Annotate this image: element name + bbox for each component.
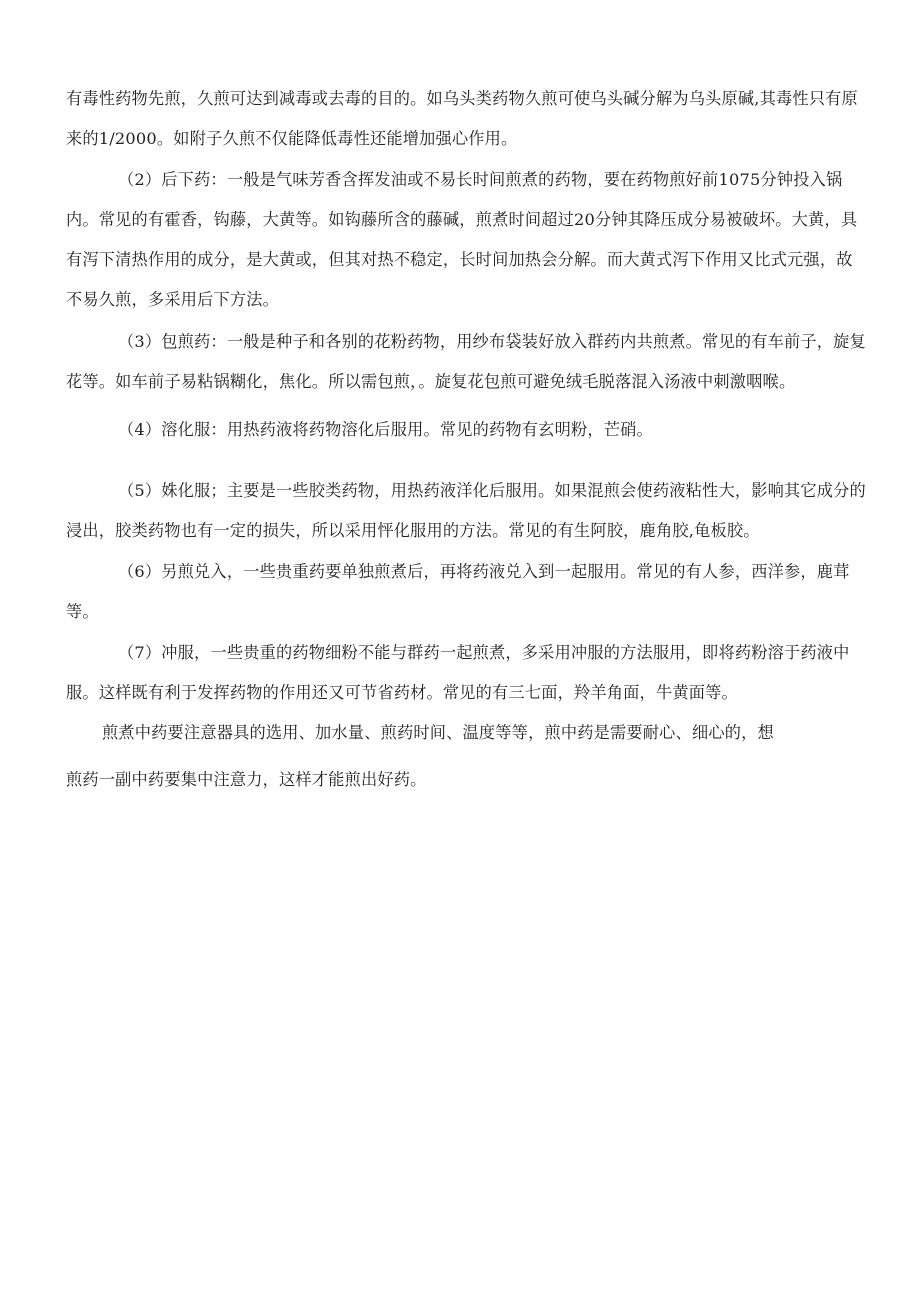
paragraph-infuse: （7）冲服，一些贵重的药物细粉不能与群药一起煎煮，多采用冲服的方法服用，即将药粉溶于药液中服。这样既有利于发挥药物的作用还又可节省药材。常见的有三七面，羚羊角面，牛黄面等。 xyxy=(66,643,850,702)
paragraph-dissolve: （4）溶化服：用热药液将药物溶化后服用。常见的药物有玄明粉，芒硝。 xyxy=(118,420,653,439)
paragraph-closing-line-2: 煎药一副中药要集中注意力，这样才能煎出好药。 xyxy=(66,770,427,789)
paragraph-wrapped-decoction: （3）包煎药：一般是种子和各别的花粉药物，用纱布袋装好放入群药内共煎煮。常见的有车前子，旋复花等。如车前子易粘锅糊化，焦化。所以需包煎，。旋复花包煎可避免绒毛脱落混入汤液中刺激咽喉。 xyxy=(66,332,866,391)
paragraph-add-later: （2）后下药：一般是气味芳香含挥发油或不易长时间煎煮的药物，要在药物煎好前1075分钟投入锅内。常见的有霍香，钩藤，大黄等。如钩藤所含的藤碱，煎煮时间超过20分钟其降压成分易被破坏。大黄，具有泻下清热作用的成分，是大黄或，但其对热不稳定，长时间加热会分解。而大黄式泻下作用又比式元强，故不易久煎，多采用后下方法。 xyxy=(66,170,858,309)
paragraph-first-decoction: 有毒性药物先煎，久煎可达到减毒或去毒的目的。如乌头类药物久煎可使乌头碱分解为乌头原碱,其毒性只有原来的1/2000。如附子久煎不仅能降低毒性还能增加强心作用。 xyxy=(66,89,858,148)
paragraph-melt: （5）姝化服；主要是一些胶类药物，用热药液洋化后服用。如果混煎会使药液粘性大，影响其它成分的浸出，胶类药物也有一定的损失，所以采用怦化服用的方法。常见的有生阿胶，鹿角胶,龟板胶。 xyxy=(66,481,866,540)
paragraph-closing-line-1: 煎煮中药要注意器具的选用、加水量、煎药时间、温度等等，煎中药是需要耐心、细心的，想 xyxy=(102,723,774,742)
paragraph-separate-decoction: （6）另煎兑入，一些贵重药要单独煎煮后，再将药液兑入到一起服用。常见的有人参，西洋参，鹿茸等。 xyxy=(66,562,850,621)
